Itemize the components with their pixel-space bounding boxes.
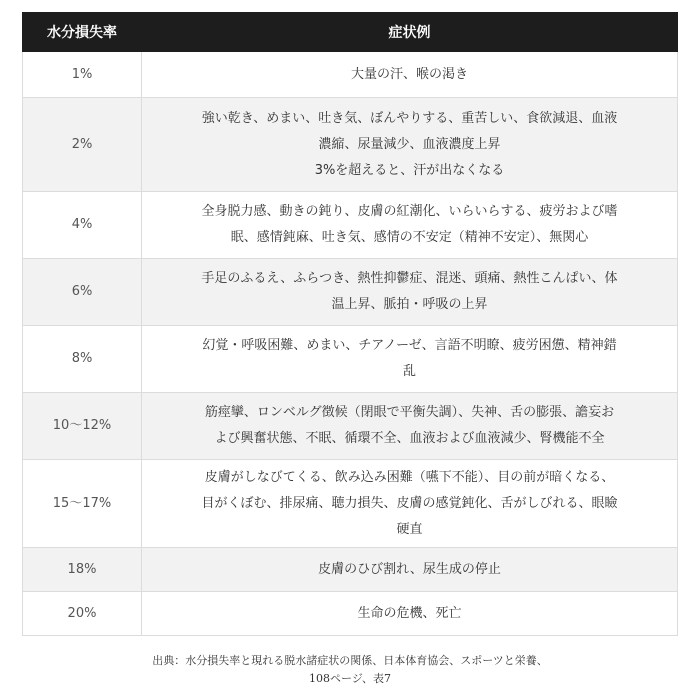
symptom-line: 皮膚のひび割れ、尿生成の停止: [318, 561, 501, 577]
symptom-line: 硬直: [396, 521, 423, 537]
rate-cell: 8%: [23, 326, 142, 393]
symptom-line: 皮膚がしなびてくる、飲み込み困難（嚥下不能）、目の前が暗くなる、: [204, 469, 615, 485]
symptom-line: 生命の危機、死亡: [357, 605, 462, 621]
rate-cell: 15〜17%: [23, 460, 142, 548]
table-row: [23, 326, 678, 393]
table-row: [23, 592, 678, 636]
symptom-line: 幻覚・呼吸困難、めまい、チアノーゼ、言語不明瞭、疲労困憊、精神錯: [202, 338, 617, 353]
rate-cell: 1%: [23, 52, 142, 98]
symptom-cell: [142, 259, 678, 326]
symptom-cell: [142, 460, 678, 548]
symptom-line: よび興奮状態、不眠、循環不全、血液および血液減少、腎機能不全: [214, 431, 605, 446]
symptom-cell: [142, 192, 678, 259]
symptom-line: 全身脱力感、動きの鈍り、皮膚の紅潮化、いらいらする、疲労および嗜: [201, 204, 618, 219]
symptom-line: 乱: [402, 364, 416, 379]
symptom-cell: [142, 52, 678, 98]
table-row: [23, 393, 678, 460]
source-line: 出典：水分損失率と現れる脱水諸症状の関係、日本体育協会、スポーツと栄養、: [152, 654, 548, 667]
symptom-cell: [142, 98, 678, 192]
symptom-cell: [142, 592, 678, 636]
rate-cell: 18%: [23, 548, 142, 592]
header-symptom-examples: 症状例: [142, 13, 678, 52]
dehydration-symptoms-table: [22, 12, 678, 636]
rate-cell: 10〜12%: [23, 393, 142, 460]
header-water-loss-rate: 水分損失率: [23, 13, 142, 52]
symptom-line: 筋痙攣、ロンベルグ徴候（閉眼で平衡失調）、失神、舌の膨張、譫妄お: [204, 405, 615, 420]
table-row: [23, 52, 678, 98]
table-header-row: [23, 13, 678, 52]
rate-cell: 6%: [23, 259, 142, 326]
symptom-cell: [142, 548, 678, 592]
symptom-line: 目がくぼむ、排尿痛、聴力損失、皮膚の感覚鈍化、舌がしびれる、眼瞼: [201, 495, 618, 511]
symptom-line: 手足のふるえ、ふらつき、熱性抑鬱症、混迷、頭痛、熱性こんぱい、体: [201, 271, 618, 286]
rate-cell: 4%: [23, 192, 142, 259]
table-row: [23, 460, 678, 548]
symptom-cell: [142, 326, 678, 393]
table-row: [23, 259, 678, 326]
rate-cell: 2%: [23, 98, 142, 192]
symptom-line: 強い乾き、めまい、吐き気、ぼんやりする、重苦しい、食欲減退、血液: [201, 110, 618, 126]
table-row: [23, 548, 678, 592]
table-row: [23, 192, 678, 259]
rate-cell: 20%: [23, 592, 142, 636]
symptom-line: 3%を超えると、汗が出なくなる: [314, 162, 505, 178]
symptom-line: 温上昇、脈拍・呼吸の上昇: [331, 297, 488, 312]
symptom-cell: [142, 393, 678, 460]
source-line: 108ページ、表7: [309, 672, 391, 685]
symptom-line: 大量の汗、喉の渇き: [350, 66, 468, 82]
source-citation: [0, 652, 700, 688]
dehydration-table-container: [22, 12, 678, 636]
symptom-line: 眠、感情鈍麻、吐き気、感情の不安定（精神不安定）、無関心: [230, 230, 589, 245]
table-row: [23, 98, 678, 192]
symptom-line: 濃縮、尿量減少、血液濃度上昇: [318, 136, 501, 152]
